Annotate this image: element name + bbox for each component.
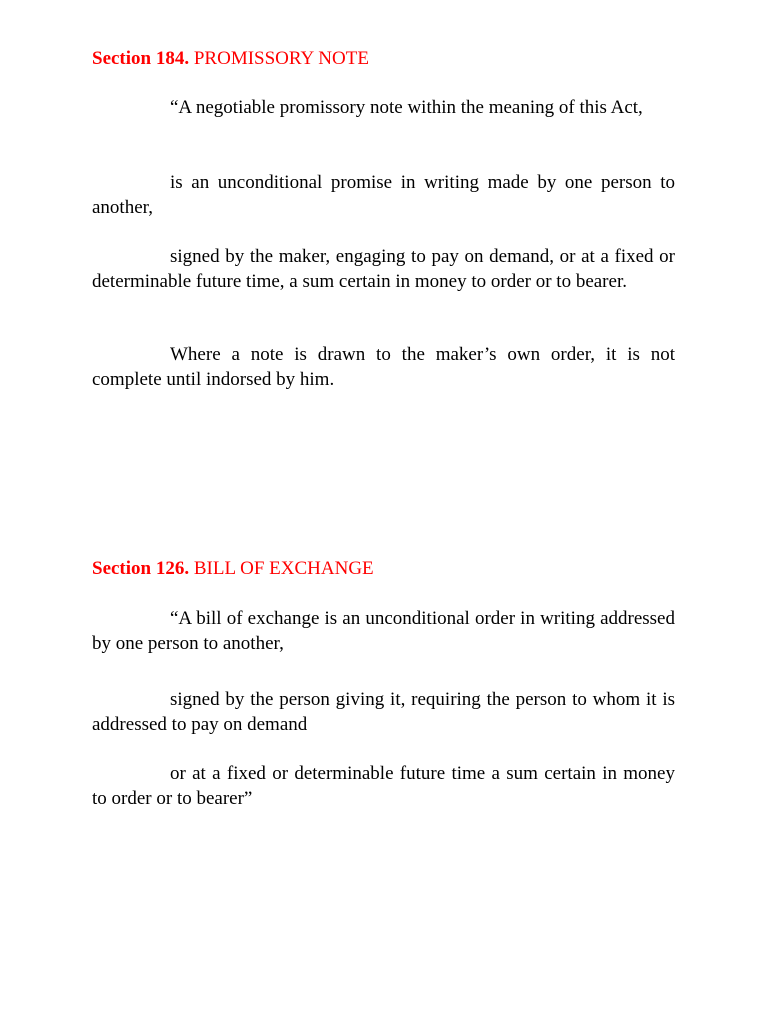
- section-184-title: PROMISSORY NOTE: [193, 48, 369, 69]
- section-126-paragraph: or at a fixed or determinable future time a sum certain in money to order or to bearer”: [92, 763, 675, 809]
- section-184-paragraph: “A negotiable promissory note within the meaning of this Act,: [170, 97, 643, 118]
- section-184-paragraph: is an unconditional promise in writing made by one person to another,: [92, 172, 675, 218]
- section-184-label: Section 184.: [92, 48, 190, 69]
- section-126-paragraph: “A bill of exchange is an unconditional order in writing addressed by one person to another,: [92, 608, 675, 654]
- section-126-label: Section 126.: [92, 558, 190, 579]
- section-184-paragraph: Where a note is drawn to the maker’s own order, it is not complete until indorsed by him.: [92, 344, 675, 390]
- section-184-paragraph: signed by the maker, engaging to pay on demand, or at a fixed or determinable future time, a sum certain in money to order or to bearer.: [92, 246, 675, 292]
- section-126-title: BILL OF EXCHANGE: [193, 558, 374, 579]
- section-126-paragraph: signed by the person giving it, requiring the person to whom it is addressed to pay on demand: [92, 689, 675, 735]
- section-184-heading: [92, 47, 369, 71]
- section-126-heading: [92, 557, 374, 581]
